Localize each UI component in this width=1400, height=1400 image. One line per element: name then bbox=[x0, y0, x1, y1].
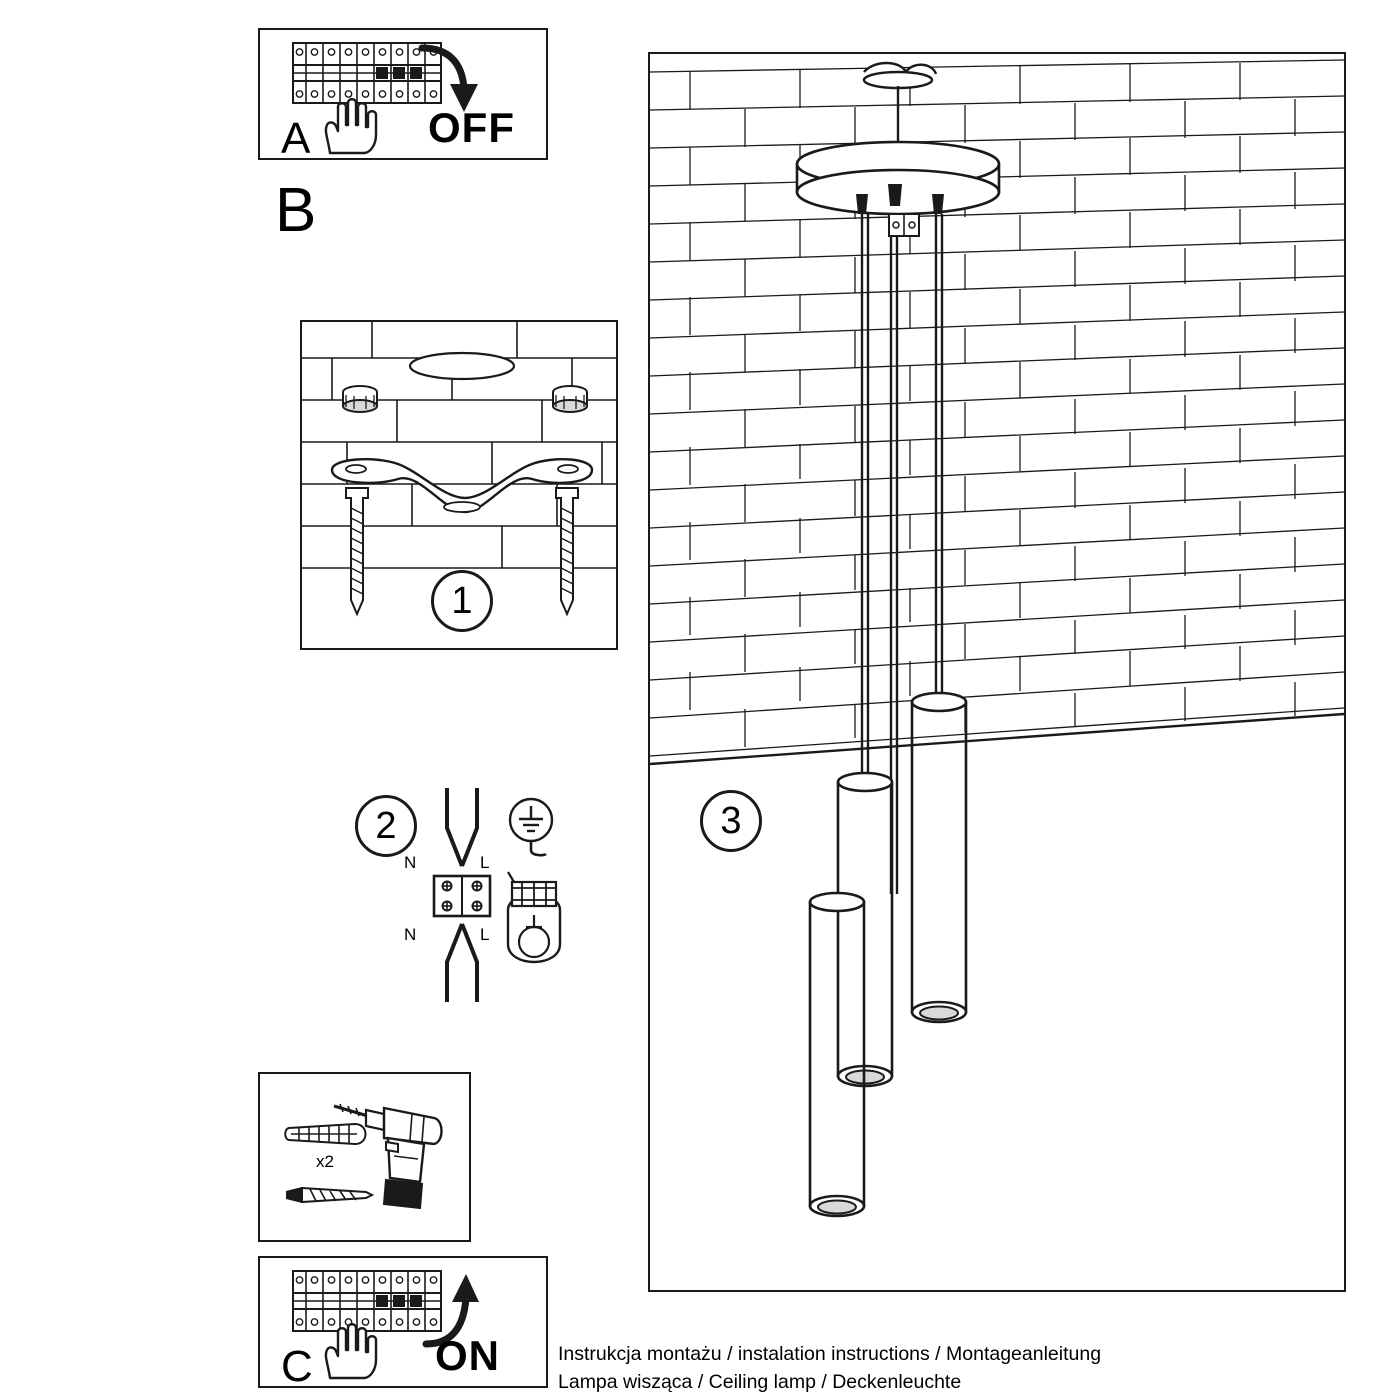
anchor-left bbox=[343, 386, 377, 412]
wood-screw-icon-right bbox=[556, 488, 578, 614]
wire-label-n-bottom: N bbox=[404, 925, 417, 944]
wire-label-n-top: N bbox=[404, 853, 417, 872]
step-3-number: 3 bbox=[720, 799, 742, 842]
wood-screw-icon-left bbox=[346, 488, 368, 614]
ceiling-terminal-icon bbox=[500, 870, 568, 980]
step-c-letter: C bbox=[281, 1342, 313, 1391]
wire-label-l-top: L bbox=[480, 853, 490, 872]
step-1-number-badge bbox=[431, 570, 493, 632]
step-a-letter: A bbox=[281, 114, 311, 163]
hand-pointing-icon bbox=[318, 95, 388, 157]
step-a-off-label: OFF bbox=[428, 104, 515, 151]
small-terminal bbox=[889, 214, 919, 236]
step-b-letter: B bbox=[275, 176, 317, 245]
anchor-right bbox=[553, 386, 587, 412]
step-2-number: 2 bbox=[375, 804, 397, 847]
caption-line-1: Instrukcja montażu / instalation instructions / Montageanleitung bbox=[558, 1343, 1102, 1365]
cordless-drill-icon bbox=[328, 1090, 458, 1230]
step-2-number-badge bbox=[355, 795, 417, 857]
tools-quantity-label: x2 bbox=[316, 1152, 334, 1171]
ceiling-hook-icon bbox=[864, 63, 936, 88]
lamp-assembly-drawing bbox=[650, 54, 1344, 1290]
step-c-on-label: ON bbox=[435, 1332, 500, 1379]
step-1-number: 1 bbox=[451, 579, 473, 622]
step-3-number-badge bbox=[700, 790, 762, 852]
caption bbox=[558, 1340, 1101, 1396]
hand-pointing-icon-c bbox=[318, 1320, 388, 1382]
caption-line-2: Lampa wisząca / Ceiling lamp / Deckenleuchte bbox=[558, 1371, 962, 1393]
earth-ground-symbol-icon bbox=[498, 798, 564, 858]
wire-label-l-bottom: L bbox=[480, 925, 490, 944]
